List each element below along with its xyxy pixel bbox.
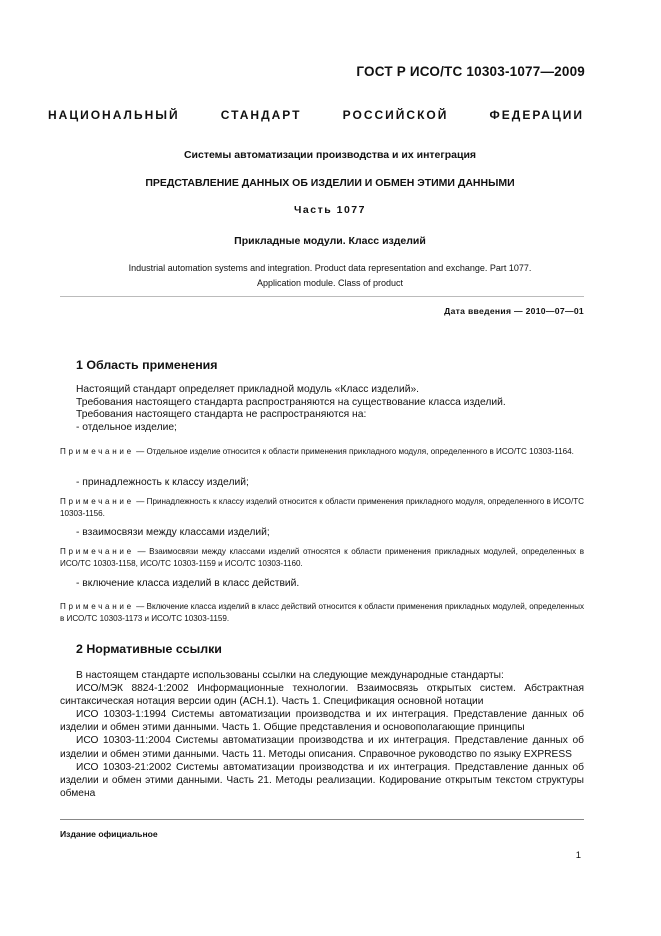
divider xyxy=(60,296,584,297)
national-standard-banner: НАЦИОНАЛЬНЫЙ СТАНДАРТ РОССИЙСКОЙ ФЕДЕРАЦИИ xyxy=(48,108,584,122)
note xyxy=(60,496,584,521)
section-2-heading: 2 Нормативные ссылки xyxy=(76,642,222,656)
list-item: - взаимосвязи между классами изделий; xyxy=(76,527,270,538)
paragraph: Требования настоящего стандарта не распространяются на: xyxy=(76,409,367,421)
list-item: - принадлежность к классу изделий; xyxy=(76,477,249,488)
reference-item: ИСО 10303-1:1994 Системы автоматизации производства и их интеграция. Представление данных об изделии и обмен этими данными. Часть 1. Общие представления и основополагающие принципы xyxy=(60,709,584,734)
document-code: ГОСТ Р ИСО/ТС 10303-1077—2009 xyxy=(356,64,585,79)
introduction-date: Дата введения — 2010—07—01 xyxy=(444,306,584,316)
note xyxy=(60,546,584,571)
module-title: Прикладные модули. Класс изделий xyxy=(234,235,426,247)
note-text: — Принадлежность к классу изделий относится к области применения прикладного модуля, определенного в ИСО/ТС 10303-1156. xyxy=(60,497,584,519)
paragraph: Настоящий стандарт определяет прикладной модуль «Класс изделий». xyxy=(76,384,420,395)
reference-item: ИСО/МЭК 8824-1:2002 Информационные технологии. Взаимосвязь открытых систем. Абстрактная синтаксическая нотация версии один (АСН.1). Часть 1. Спецификация основной нотации xyxy=(60,683,584,708)
english-title xyxy=(60,261,600,291)
note-text: — Отдельное изделие относится к области применения прикладного модуля, определенного в ИСО/ТС 10303-1164. xyxy=(133,447,574,456)
footer-divider xyxy=(60,819,584,820)
main-title: ПРЕДСТАВЛЕНИЕ ДАННЫХ ОБ ИЗДЕЛИИ И ОБМЕН ЭТИМИ ДАННЫМИ xyxy=(145,177,515,189)
note xyxy=(60,601,584,626)
list-item: - включение класса изделий в класс действий. xyxy=(76,578,300,589)
note-label: Примечание xyxy=(60,447,134,456)
list-item: - отдельное изделие; xyxy=(76,422,177,434)
note-label: Примечание xyxy=(60,547,134,556)
note-text: — Взаимосвязи между классами изделий относятся к области применения прикладных модулей, определенных в ИСО/ТС 10303-1158, ИСО/ТС 10303-1159 и ИСО/ТС 10303-1160. xyxy=(60,547,584,569)
series-title: Системы автоматизации производства и их интеграция xyxy=(183,149,477,161)
note xyxy=(60,446,584,458)
part-title: Часть 1077 xyxy=(294,204,366,216)
note-label: Примечание xyxy=(60,497,134,506)
paragraph: В настоящем стандарте использованы ссылки на следующие международные стандарты: xyxy=(76,670,504,681)
paragraph: Требования настоящего стандарта распространяются на существование класса изделий. xyxy=(76,396,506,408)
note-text: — Включение класса изделий в класс действий относится к области применения прикладных модулей, определенных в ИСО/ТС 10303-1173 и ИСО/ТС 10303-1159. xyxy=(60,602,584,624)
english-title-line2: Application module. Class of product xyxy=(256,278,404,288)
page-number: 1 xyxy=(575,850,581,861)
edition-label: Издание официальное xyxy=(60,829,158,839)
reference-item: ИСО 10303-11:2004 Системы автоматизации производства и их интеграция. Представление данных об изделии и обмен этими данными. Часть 11. Методы описания. Справочное руководство по языку EXPRESS xyxy=(60,735,584,760)
english-title-line1: Industrial automation systems and integration. Product data representation and exchange. Part 1077. xyxy=(128,263,532,273)
section-1-paragraphs xyxy=(76,384,584,435)
note-label: Примечание xyxy=(60,602,134,611)
normative-references xyxy=(60,669,584,800)
section-1-heading: 1 Область применения xyxy=(76,358,218,372)
reference-item: ИСО 10303-21:2002 Системы автоматизации производства и их интеграция. Представление данных об изделии и обмен этими данными. Часть 21. Методы реализации. Кодирование открытым текстом структуры обмена xyxy=(60,761,584,799)
